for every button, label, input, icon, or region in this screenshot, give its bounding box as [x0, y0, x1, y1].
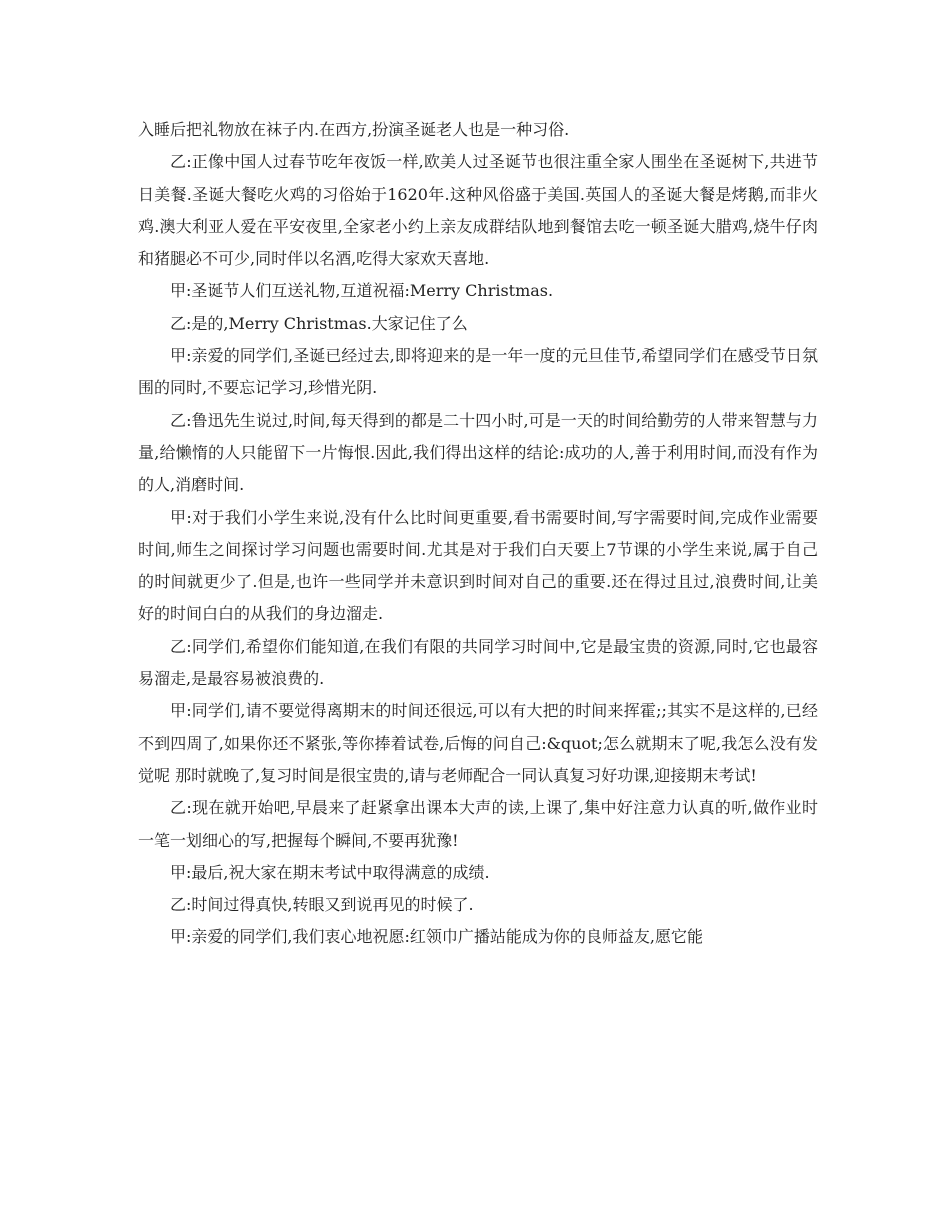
paragraph-jia-time-important: 甲:对于我们小学生来说,没有什么比时间更重要,看书需要时间,写字需要时间,完成作业需要时间,师生之间探讨学习问题也需要时间.尤其是对于我们白天要上7节课的小学生来说,属于自己的时间就更少了.但是,也许一些同学并未意识到时间对自己的重要.还在得过且过,浪费时间,让美好的时间白白的从我们的身边溜走.	[138, 507, 818, 624]
paragraph-jia-merry-christmas: 甲:圣诞节人们互送礼物,互道祝福:Merry Christmas.	[170, 281, 554, 301]
paragraph-continuation: 入睡后把礼物放在袜子内.在西方,扮演圣诞老人也是一种习俗.	[138, 120, 570, 139]
paragraph-jia-final-exam: 甲:同学们,请不要觉得离期末的时间还很远,可以有大把的时间来挥霍;;其实不是这样的,已经不到四周了,如果你还不紧张,等你捧着试卷,后悔的问自己:&quot;怎么就期末了呢,我怎么没有发觉呢 那时就晚了,复习时间是很宝贵的,请与老师配合一同认真复习好功课,迎接期末考试!	[138, 701, 818, 785]
paragraph-jia-wishes: 甲:亲爱的同学们,我们衷心地祝愿:红领巾广播站能成为你的良师益友,愿它能	[170, 927, 703, 947]
paragraph-yi-lu-xun: 乙:鲁迅先生说过,时间,每天得到的都是二十四小时,可是一天的时间给勤劳的人带来智慧与力量,给懒惰的人只能留下一片悔恨.因此,我们得出这样的结论:成功的人,善于利用时间,而没有作为的人,消磨时间.	[138, 410, 818, 495]
paragraph-yi-christmas-dinner: 乙:正像中国人过春节吃年夜饭一样,欧美人过圣诞节也很注重全家人围坐在圣诞树下,共进节日美餐.圣诞大餐吃火鸡的习俗始于1620年.这种风俗盛于美国.英国人的圣诞大餐是烤鹅,而非火鸡.澳大利亚人爱在平安夜里,全家老小约上亲友成群结队地到餐馆去吃一顿圣诞大腊鸡,烧牛仔肉和猪腿必不可少,同时伴以名酒,吃得大家欢天喜地.	[138, 152, 818, 269]
paragraph-yi-precious-resource: 乙:同学们,希望你们能知道,在我们有限的共同学习时间中,它是最宝贵的资源,同时,它也最容易溜走,是最容易被浪费的.	[138, 636, 818, 689]
paragraph-yi-goodbye: 乙:时间过得真快,转眼又到说再见的时候了.	[170, 895, 474, 915]
paragraph-jia-new-year: 甲:亲爱的同学们,圣诞已经过去,即将迎来的是一年一度的元旦佳节,希望同学们在感受节日氛围的同时,不要忘记学习,珍惜光阴.	[138, 346, 818, 398]
document-body	[138, 114, 818, 954]
paragraph-jia-good-results: 甲:最后,祝大家在期末考试中取得满意的成绩.	[170, 862, 490, 882]
paragraph-yi-start-now: 乙:现在就开始吧,早晨来了赶紧拿出课本大声的读,上课了,集中好注意力认真的听,做作业时一笔一划细心的写,把握每个瞬间,不要再犹豫!	[138, 798, 818, 850]
paragraph-yi-remember: 乙:是的,Merry Christmas.大家记住了么	[170, 313, 468, 333]
